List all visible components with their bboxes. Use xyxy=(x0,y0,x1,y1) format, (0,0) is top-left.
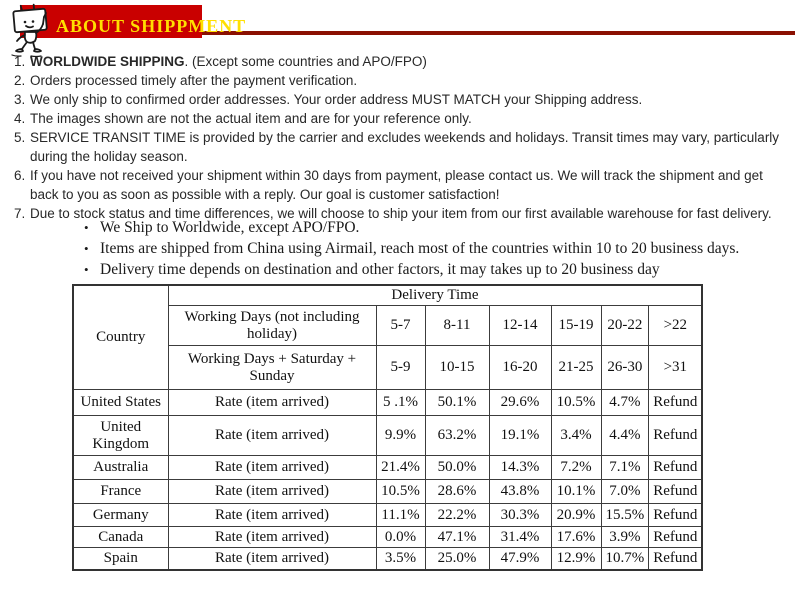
rate-value-cell: 3.9% xyxy=(601,527,649,548)
rate-value-cell: 3.4% xyxy=(551,416,601,456)
refund-cell: Refund xyxy=(649,390,703,416)
item-text: We only ship to confirmed order addresses. Your order address MUST MATCH your Shipping address. xyxy=(30,92,643,107)
rate-value-cell: 14.3% xyxy=(489,456,551,480)
item-number: 7. xyxy=(14,206,26,221)
country-cell: Canada xyxy=(73,527,168,548)
bullet-icon: • xyxy=(84,220,89,235)
rate-value-cell: 17.6% xyxy=(551,527,601,548)
rate-value-cell: 30.3% xyxy=(489,504,551,527)
rate-value-cell: 7.1% xyxy=(601,456,649,480)
rate-value-cell: 3.5% xyxy=(376,548,425,570)
rate-value-cell: 22.2% xyxy=(425,504,489,527)
bullet-icon: • xyxy=(84,241,89,256)
list-item xyxy=(84,259,744,280)
rate-value-cell: 50.0% xyxy=(425,456,489,480)
range-cell: 5-9 xyxy=(376,346,425,390)
rate-value-cell: 9.9% xyxy=(376,416,425,456)
range-cell: 16-20 xyxy=(489,346,551,390)
rate-value-cell: 20.9% xyxy=(551,504,601,527)
rate-value-cell: 4.4% xyxy=(601,416,649,456)
rate-value-cell: 15.5% xyxy=(601,504,649,527)
item-number: 4. xyxy=(14,111,26,126)
highlights-list xyxy=(84,217,744,280)
rate-value-cell: 19.1% xyxy=(489,416,551,456)
table-header-row xyxy=(73,346,702,390)
country-cell: United Kingdom xyxy=(73,416,168,456)
rate-value-cell: 7.2% xyxy=(551,456,601,480)
list-item xyxy=(14,128,786,166)
country-cell: Spain xyxy=(73,548,168,570)
rate-label-cell: Rate (item arrived) xyxy=(168,548,376,570)
country-cell: France xyxy=(73,480,168,504)
refund-cell: Refund xyxy=(649,504,703,527)
table-row xyxy=(73,480,702,504)
rate-label-cell: Rate (item arrived) xyxy=(168,390,376,416)
rate-value-cell: 47.9% xyxy=(489,548,551,570)
rate-value-cell: 11.1% xyxy=(376,504,425,527)
table-row xyxy=(73,527,702,548)
highlight-text: We Ship to Worldwide, except APO/FPO. xyxy=(100,219,360,236)
rate-value-cell: 10.5% xyxy=(551,390,601,416)
table-header-row xyxy=(73,285,702,306)
refund-cell: Refund xyxy=(649,527,703,548)
rate-value-cell: 7.0% xyxy=(601,480,649,504)
rate-value-cell: 63.2% xyxy=(425,416,489,456)
table-header-row xyxy=(73,306,702,346)
calendar-days-label-cell: Working Days + Saturday + Sunday xyxy=(168,346,376,390)
rate-value-cell: 29.6% xyxy=(489,390,551,416)
delivery-time-table xyxy=(72,284,703,571)
rate-value-cell: 43.8% xyxy=(489,480,551,504)
range-cell: >22 xyxy=(649,306,703,346)
item-number: 3. xyxy=(14,92,26,107)
refund-cell: Refund xyxy=(649,456,703,480)
rate-value-cell: 31.4% xyxy=(489,527,551,548)
item-text: Orders processed timely after the payment verification. xyxy=(30,73,358,88)
rate-value-cell: 47.1% xyxy=(425,527,489,548)
range-cell: 5-7 xyxy=(376,306,425,346)
range-cell: >31 xyxy=(649,346,703,390)
range-cell: 21-25 xyxy=(551,346,601,390)
robot-mascot-icon xyxy=(4,2,62,58)
rate-value-cell: 21.4% xyxy=(376,456,425,480)
item-bold-text: WORLDWIDE SHIPPING xyxy=(30,54,185,69)
table-row xyxy=(73,504,702,527)
country-cell: United States xyxy=(73,390,168,416)
country-cell: Germany xyxy=(73,504,168,527)
rate-value-cell: 12.9% xyxy=(551,548,601,570)
highlight-text: Items are shipped from China using Airmail, reach most of the countries within 10 to 20 business days. xyxy=(100,240,740,257)
list-item xyxy=(84,238,744,259)
working-days-label-cell: Working Days (not including holiday) xyxy=(168,306,376,346)
rate-value-cell: 10.7% xyxy=(601,548,649,570)
list-item xyxy=(14,52,786,71)
shipping-notes-list xyxy=(14,52,786,223)
rate-value-cell: 5 .1% xyxy=(376,390,425,416)
list-item xyxy=(14,90,786,109)
rate-value-cell: 25.0% xyxy=(425,548,489,570)
table-row xyxy=(73,390,702,416)
refund-cell: Refund xyxy=(649,480,703,504)
refund-cell: Refund xyxy=(649,548,703,570)
rate-value-cell: 4.7% xyxy=(601,390,649,416)
item-text: SERVICE TRANSIT TIME is provided by the carrier and excludes weekends and holidays. Transit times may vary, particularly during the holiday season. xyxy=(30,130,780,164)
list-item xyxy=(84,217,744,238)
item-number: 2. xyxy=(14,73,26,88)
rate-value-cell: 0.0% xyxy=(376,527,425,548)
rate-value-cell: 10.5% xyxy=(376,480,425,504)
rate-label-cell: Rate (item arrived) xyxy=(168,416,376,456)
item-text: Due to stock status and time differences, we will choose to ship your item from our first available warehouse for fast delivery. xyxy=(30,206,772,221)
rate-value-cell: 50.1% xyxy=(425,390,489,416)
list-item xyxy=(14,166,786,204)
item-text: If you have not received your shipment within 30 days from payment, please contact us. We will track the shipment and get back to you as soon as possible with a reply. Our goal is customer satisfaction! xyxy=(30,168,763,202)
range-cell: 20-22 xyxy=(601,306,649,346)
refund-cell: Refund xyxy=(649,416,703,456)
rate-value-cell: 28.6% xyxy=(425,480,489,504)
table-row xyxy=(73,548,702,570)
item-text: . (Except some countries and APO/FPO) xyxy=(184,54,427,69)
highlight-text: Delivery time depends on destination and other factors, it may takes up to 20 business day xyxy=(100,261,660,278)
item-text: The images shown are not the actual item and are for your reference only. xyxy=(30,111,472,126)
item-number: 6. xyxy=(14,168,26,183)
banner-title: ABOUT SHIPPMENT xyxy=(56,16,247,36)
range-cell: 12-14 xyxy=(489,306,551,346)
table-row xyxy=(73,416,702,456)
bullet-icon: • xyxy=(84,262,89,277)
range-cell: 10-15 xyxy=(425,346,489,390)
item-number: 5. xyxy=(14,130,26,145)
rate-label-cell: Rate (item arrived) xyxy=(168,480,376,504)
country-cell: Australia xyxy=(73,456,168,480)
item-number: 1. xyxy=(14,54,26,69)
rate-label-cell: Rate (item arrived) xyxy=(168,456,376,480)
delivery-time-header-cell: Delivery Time xyxy=(168,285,702,306)
list-item xyxy=(14,71,786,90)
rate-label-cell: Rate (item arrived) xyxy=(168,504,376,527)
rate-label-cell: Rate (item arrived) xyxy=(168,527,376,548)
rate-value-cell: 10.1% xyxy=(551,480,601,504)
country-header-cell: Country xyxy=(73,285,168,390)
range-cell: 8-11 xyxy=(425,306,489,346)
table-row xyxy=(73,456,702,480)
list-item xyxy=(14,109,786,128)
range-cell: 26-30 xyxy=(601,346,649,390)
range-cell: 15-19 xyxy=(551,306,601,346)
